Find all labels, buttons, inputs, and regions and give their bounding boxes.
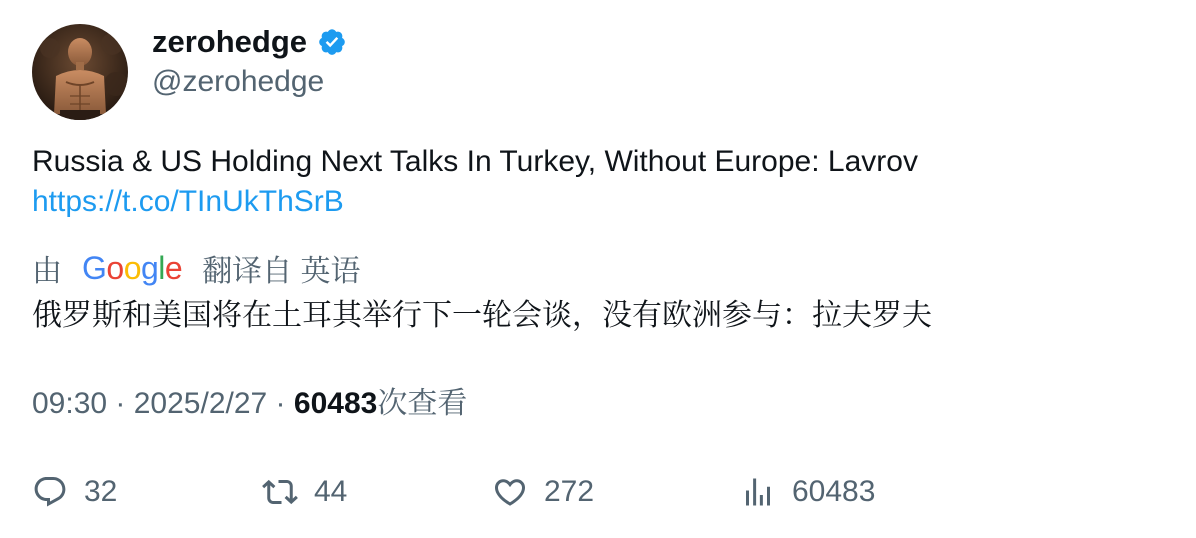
translated-text: 俄罗斯和美国将在土耳其举行下一轮会谈，没有欧洲参与：拉夫罗夫 xyxy=(32,299,932,332)
google-logo: Google xyxy=(82,249,183,286)
tweet-link[interactable]: https://t.co/TInUkThSrB xyxy=(32,185,344,218)
tweet-time[interactable]: 09:30 xyxy=(32,387,108,420)
translation-source-label: 翻译自 英语 xyxy=(202,255,361,288)
avatar-image xyxy=(32,24,128,120)
display-name[interactable]: zerohedge xyxy=(152,24,308,59)
tweet-meta xyxy=(32,384,467,424)
views-action-count: 60483 xyxy=(792,475,876,508)
translation-attribution xyxy=(32,247,361,289)
verified-badge-icon xyxy=(317,27,347,57)
like-button[interactable] xyxy=(492,470,594,514)
display-name-row[interactable] xyxy=(152,22,347,62)
avatar[interactable] xyxy=(32,24,128,120)
meta-separator: · xyxy=(107,387,134,420)
translation-prefix: 由 xyxy=(32,255,62,288)
views-button[interactable] xyxy=(740,470,875,514)
user-handle[interactable]: @zerohedge xyxy=(152,65,325,98)
meta-separator: · xyxy=(267,387,294,420)
reply-button[interactable] xyxy=(32,470,117,514)
retweet-count: 44 xyxy=(314,475,348,508)
retweet-button[interactable] xyxy=(262,470,347,514)
reply-count: 32 xyxy=(84,475,118,508)
retweet-icon xyxy=(262,474,298,510)
tweet-text: Russia & US Holding Next Talks In Turkey, Without Europe: Lavrov xyxy=(32,145,918,178)
views-count: 60483 xyxy=(293,387,378,420)
like-count: 272 xyxy=(544,475,595,508)
views-label: 次查看 xyxy=(377,387,468,420)
analytics-icon xyxy=(740,474,776,510)
tweet-date[interactable]: 2025/2/27 xyxy=(133,387,268,420)
reply-icon xyxy=(32,474,68,510)
heart-icon xyxy=(492,474,528,510)
